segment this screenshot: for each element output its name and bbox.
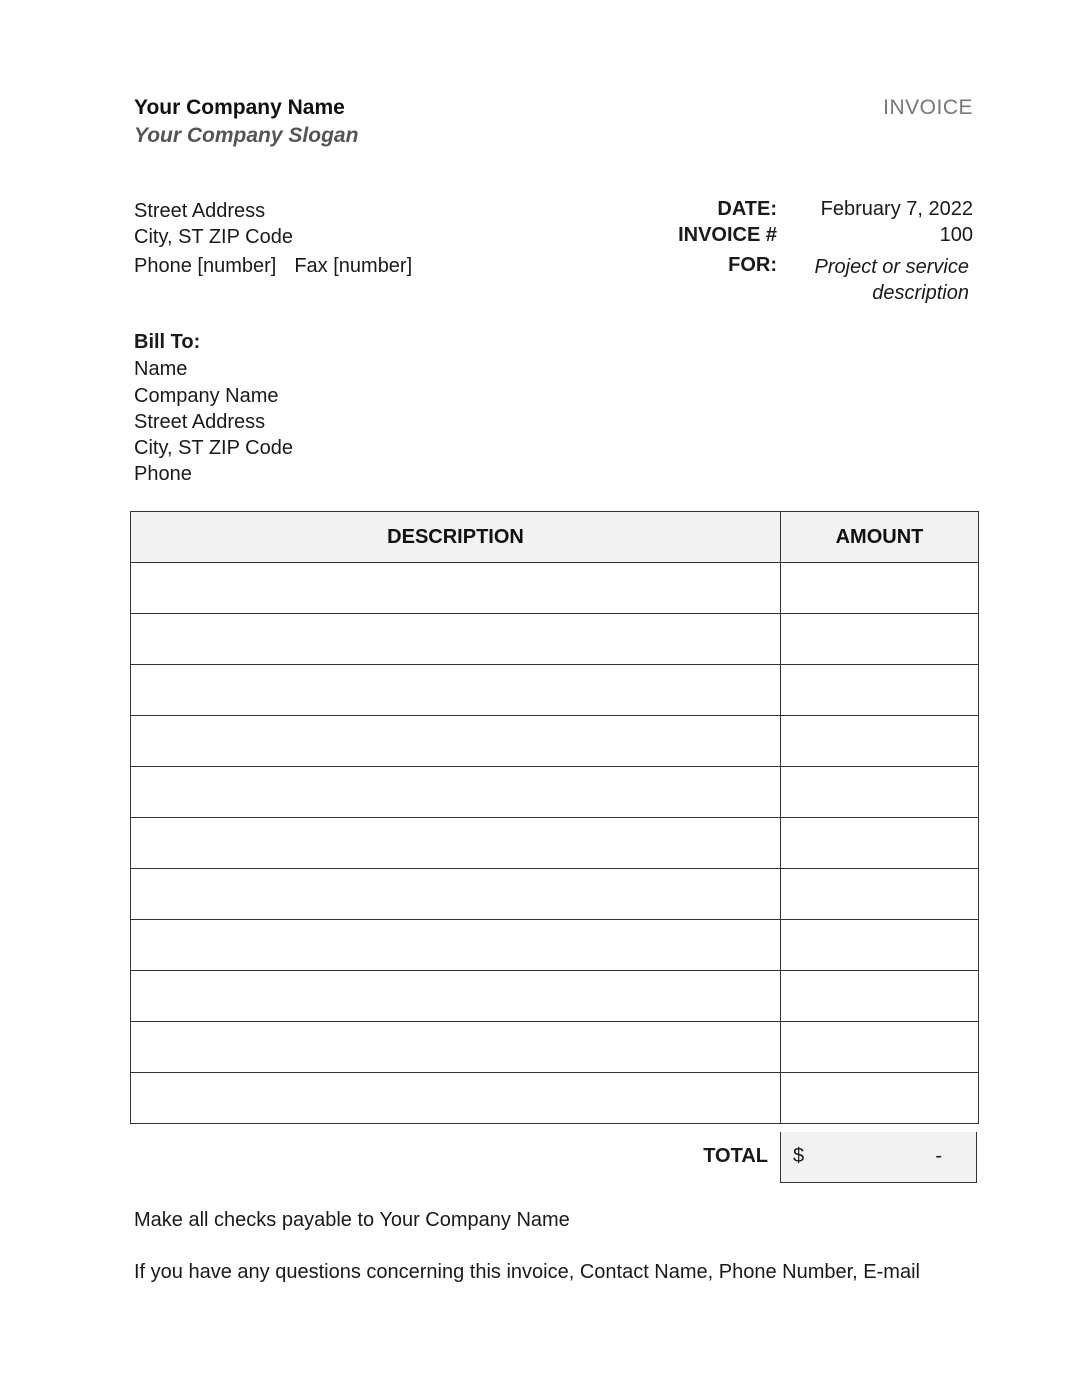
payable-note: Make all checks payable to Your Company Name (134, 1209, 570, 1231)
for-value: Project or service description (814, 256, 969, 304)
bill-to-name: Name (134, 358, 188, 381)
description-cell[interactable] (131, 665, 781, 716)
bill-to-city-line: City, ST ZIP Code (134, 437, 293, 460)
for-label: FOR: (728, 254, 777, 276)
amount-cell[interactable] (781, 869, 979, 920)
table-row (131, 716, 979, 767)
document-title: INVOICE (883, 96, 973, 119)
total-label: TOTAL (703, 1145, 768, 1167)
amount-cell[interactable] (781, 1073, 979, 1124)
contact-note: If you have any questions concerning this invoice, Contact Name, Phone Number, E-mail (134, 1261, 920, 1283)
description-cell[interactable] (131, 920, 781, 971)
table-header-row (131, 512, 979, 563)
description-cell[interactable] (131, 563, 781, 614)
date-label: DATE: (717, 198, 777, 220)
description-cell[interactable] (131, 767, 781, 818)
table-row (131, 818, 979, 869)
amount-cell[interactable] (781, 920, 979, 971)
description-cell[interactable] (131, 869, 781, 920)
amount-cell[interactable] (781, 1022, 979, 1073)
sender-contact-line (134, 253, 412, 279)
description-cell[interactable] (131, 1073, 781, 1124)
sender-address-block (134, 198, 412, 279)
company-slogan: Your Company Slogan (134, 124, 359, 147)
total-value: - (935, 1145, 942, 1167)
bill-to-phone: Phone (134, 463, 192, 486)
table-row (131, 920, 979, 971)
table-row (131, 869, 979, 920)
total-currency: $ (793, 1145, 805, 1167)
amount-cell[interactable] (781, 767, 979, 818)
table-row (131, 563, 979, 614)
line-items-table (130, 511, 979, 1124)
invoice-number-label: INVOICE # (678, 224, 777, 246)
bill-to-company: Company Name (134, 384, 279, 407)
table-row (131, 767, 979, 818)
amount-cell[interactable] (781, 971, 979, 1022)
bill-to-heading: Bill To: (134, 331, 201, 353)
bill-to-street: Street Address (134, 410, 266, 433)
amount-cell[interactable] (781, 614, 979, 665)
invoice-number-value: 100 (939, 224, 973, 246)
amount-cell[interactable] (781, 563, 979, 614)
description-cell[interactable] (131, 971, 781, 1022)
bill-to-block (134, 329, 293, 488)
column-header-description: DESCRIPTION (131, 512, 781, 563)
description-cell[interactable] (131, 818, 781, 869)
amount-cell[interactable] (781, 818, 979, 869)
column-header-amount: AMOUNT (781, 512, 979, 563)
description-cell[interactable] (131, 614, 781, 665)
table-row (131, 1022, 979, 1073)
sender-city-line: City, ST ZIP Code (134, 226, 293, 248)
amount-cell[interactable] (781, 716, 979, 767)
table-row (131, 614, 979, 665)
amount-cell[interactable] (781, 665, 979, 716)
table-row (131, 1073, 979, 1124)
description-cell[interactable] (131, 716, 781, 767)
table-row (131, 665, 979, 716)
table-row (131, 971, 979, 1022)
sender-fax: Fax [number] (294, 255, 413, 277)
date-value: February 7, 2022 (820, 198, 973, 220)
sender-street: Street Address (134, 200, 266, 222)
company-name: Your Company Name (134, 96, 345, 119)
total-amount-cell (780, 1132, 977, 1183)
description-cell[interactable] (131, 1022, 781, 1073)
sender-phone: Phone [number] (134, 255, 277, 277)
